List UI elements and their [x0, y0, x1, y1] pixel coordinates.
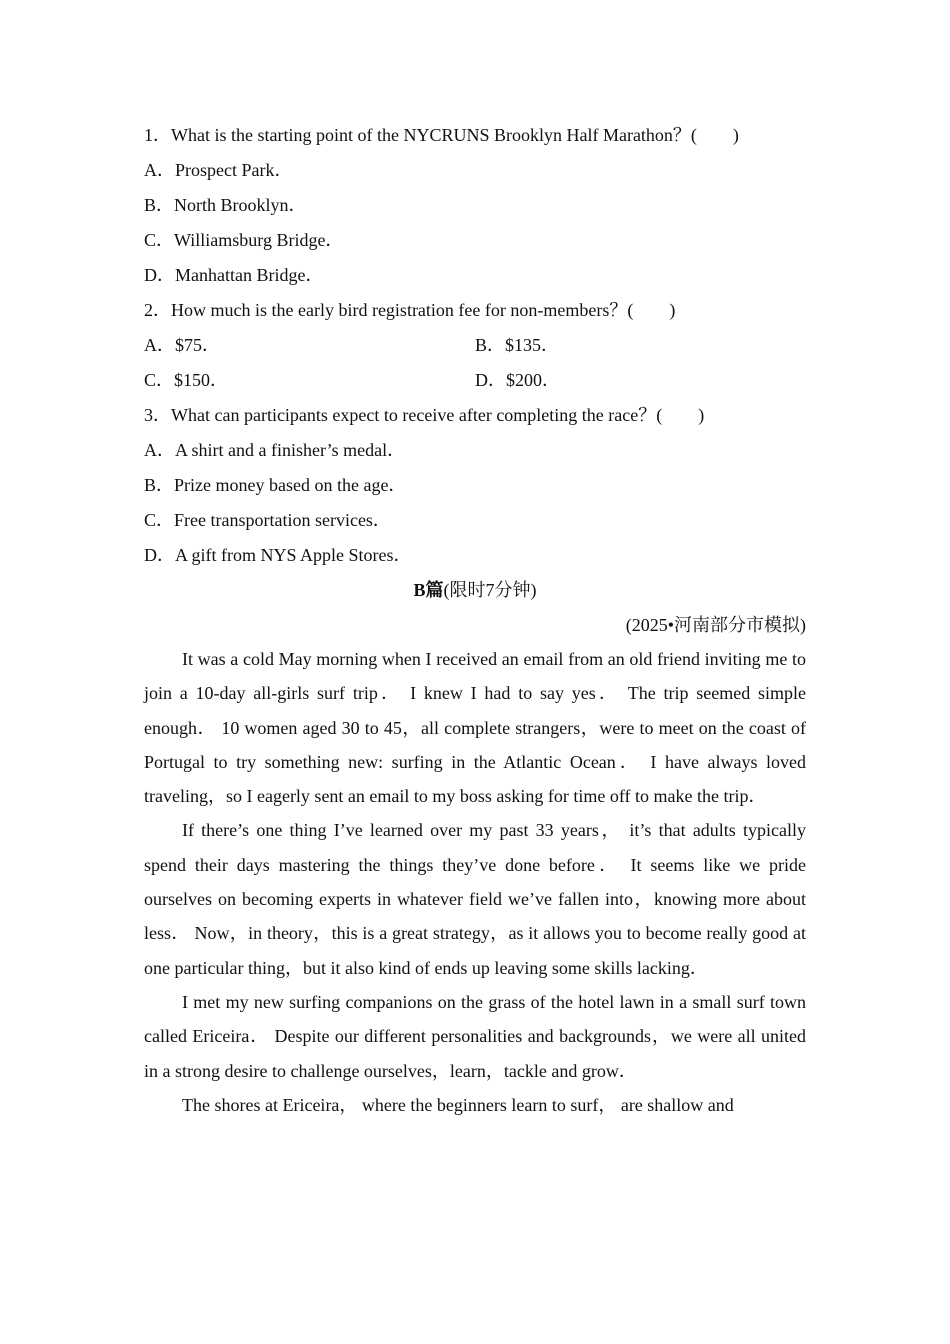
- question-1-option-a: A．Prospect Park．: [144, 160, 293, 180]
- question-3-option-d: D．A gift from NYS Apple Stores．: [144, 545, 412, 565]
- document-page: [144, 118, 806, 1122]
- question-3-option-a: A．A shirt and a finisher’s medal．: [144, 440, 406, 460]
- question-2-option-b: B．$135．: [475, 335, 560, 355]
- question-1-option-d: D．Manhattan Bridge．: [144, 265, 324, 285]
- question-1-option-b: B．North Brooklyn．: [144, 195, 307, 215]
- question-2-stem: 2．How much is the early bird registration fee for non-members？( ): [144, 300, 676, 320]
- question-3-option-b: B．Prize money based on the age．: [144, 475, 407, 495]
- question-2-option-a: A．$75．: [144, 335, 220, 355]
- question-1-option-c: C．Williamsburg Bridge．: [144, 230, 344, 250]
- passage-paragraph-3: I met my new surfing companions on the grass of the hotel lawn in a small surf town called Ericeira． Despite our different personalities and backgrounds，we were all united in a strong desire to challenge ourselves，learn，tackle and grow．: [144, 991, 806, 1081]
- section-title-label: B篇: [413, 580, 444, 600]
- section-source: (2025•河南部分市模拟): [625, 615, 806, 635]
- question-3-stem: 3．What can participants expect to receive after completing the race？( ): [144, 405, 705, 425]
- passage-paragraph-2: If there’s one thing I’ve learned over my past 33 years， it’s that adults typically spend their days mastering the things they’ve done before． It seems like we pride ourselves on becoming experts in whatever field we’ve fallen into，knowing more about less． Now，in theory，this is a great strategy，as it allows you to become really good at one particular thing，but it also kind of ends up leaving some skills lacking．: [144, 820, 806, 978]
- question-3-option-c: C．Free transportation services．: [144, 510, 391, 530]
- question-2-options-row-1: [144, 328, 806, 363]
- question-2-option-c: C．$150．: [144, 370, 229, 390]
- question-2-option-d: D．$200．: [475, 370, 560, 390]
- passage-paragraph-4: The shores at Ericeira， where the beginners learn to surf， are shallow and: [182, 1094, 734, 1115]
- question-1-stem: 1．What is the starting point of the NYCRUNS Brooklyn Half Marathon？( ): [144, 125, 739, 145]
- section-title: [144, 573, 806, 608]
- passage-paragraph-1: It was a cold May morning when I received an email from an old friend inviting me to join a 10-day all-girls surf trip． I knew I had to say yes． The trip seemed simple enough． 10 women aged 30 to 45，all complete strangers，were to meet on the coast of Portugal to try something new: surfing in the Atlantic Ocean． I have always loved traveling，so I eagerly sent an email to my boss asking for time off to make the trip．: [144, 649, 806, 807]
- section-time-limit: (限时7分钟): [443, 580, 537, 600]
- question-2-options-row-2: [144, 363, 806, 398]
